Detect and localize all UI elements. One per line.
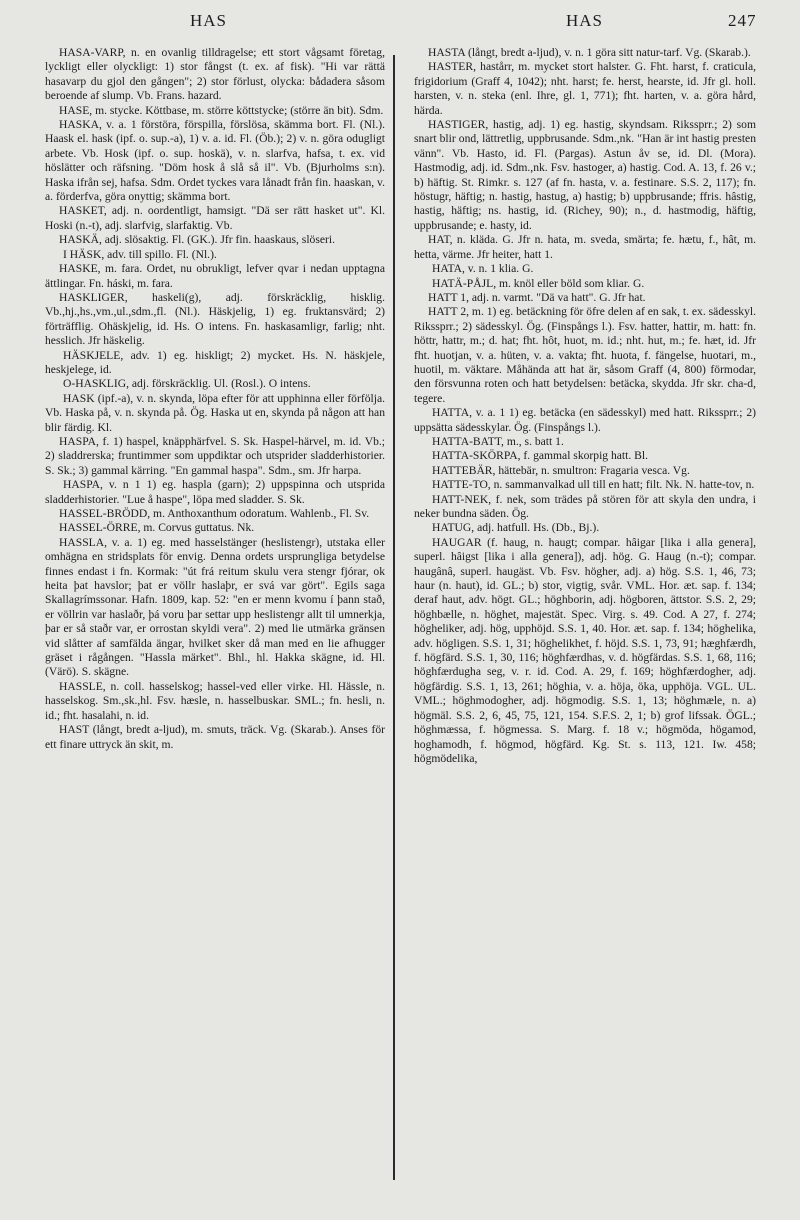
- entry-hatt-nek: HATT-NEK, f. nek, som trädes på stören för att skyla den undra, i neker bundna säden. Ög.: [414, 492, 756, 520]
- entry-hatta: HATTA, v. a. 1 1) eg. betäcka (en sädesskyl) med hatt. Rikssprr.; 2) uppsätta sädesskylar. Ög. (Finspångs l.).: [414, 406, 756, 434]
- left-guide-word: HAS: [190, 11, 228, 30]
- entry-i-hask: I HÄSK, adv. till spillo. Fl. (Nl.).: [63, 247, 217, 261]
- entry-hattebar: HATTEBÄR, hättebär, n. smultron: Fragaria vesca. Vg.: [432, 463, 690, 477]
- entry-haske: HASKE, m. fara. Ordet, nu obrukligt, lefver qvar i nedan upptagna ättlingar. Fn. háski, m. fara.: [45, 262, 385, 290]
- entry-hatta-skorpa: HATTA-SKÖRPA, f. gammal skorpig hatt. Bl.: [432, 449, 649, 463]
- entry-hat: HAT, n. kläda. G. Jfr n. hata, m. sveda, smärta; fe. hætu, f., hât, m. hetta, värme. Jfr heiter, hatt 1.: [414, 233, 756, 261]
- entry-haskliger: HASKLIGER, haskeli(g), adj. förskräcklig, hisklig. Vb.,hj.,hs.,vm.,ul.,sdm.,fl. (Nl.). Häskjelig, 1) eg. fruktansvärd; 2) förträfflig. Ohäskjelig, id. Hs. O intens. Fn. haskasamligr, farlig; nht. hesslich. Jfr häskelig.: [45, 290, 385, 348]
- entry-hastiger: HASTIGER, hastig, adj. 1) eg. hastig, skyndsam. Rikssprr.; 2) som snart blir ond, lättretlig, uppbrusande. Sdm.,nk. "Han är int hastig presten vänn". Vb. Hasto, id. Fl. (Pargas). Astun åv se, id. Dl. (Mora). Hastmodig, adj. id. Sdm.,nk. Fsv. hastoger, a) hastig. Cod. A. 13, f. 26 v.; b) häftig. St. Rimkr. s. 127 (af fn. hasta, v. a. festinare. S.S. 2, 117); fn. höstugr, häftig; n. hastig, hastug, a) hastig; b) uppbrusande; ffris. hâstig, hastig, häftig; ns. hastig, id. (Richey, 90); n., d. hastmodig, häftig, uppbrusande; e. hasty, id.: [414, 118, 756, 232]
- entry-hatt-2: HATT 2, m. 1) eg. betäckning för öfre delen af en sak, t. ex. sädesskyl. Rikssprr.; 2) sädesskyl. Ög. (Finspångs l.). Fsv. hatter, hattir, m. hatt: fn. höttr, hattr, m.; d. hat; fht. hôt, huot, m. id.; nht. hut, m.; fe. hæt, id. Jfr fht. huotjan, v. a. hüten, v. a. vakta; fht. huota, f. fängelse, huotari, m., huotil, m. väktare. Måhända att hat är, såsom Graff (4, 800) förmodar, den försvunna roten och hatt betydelsen: betäcka, skydda. Jfr skr. cha-d, tegere.: [414, 305, 756, 405]
- entry-haspa-v: HASPA, v. n 1 1) eg. haspla (garn); 2) uppspinna och utsprida sladderhistorier. "Lue å haspe", löpa med sladder. S. Sk.: [45, 478, 385, 506]
- column-divider: [393, 55, 395, 1180]
- page-number: 247: [728, 11, 757, 30]
- entry-hassel-brodd: HASSEL-BRÖDD, m. Anthoxanthum odoratum. Wahlenb., Fl. Sv.: [59, 507, 370, 520]
- entry-hasket: HASKET, adj. n. oordentligt, hamsigt. "Dä ser rätt hasket ut". Kl. Hoski (n.-t), adj. slarfvig, slarfaktig. Vb.: [45, 204, 385, 232]
- entry-haugar: HAUGAR (f. haug, n. haugt; compar. hâigar [lika i alla genera], superl. hâigst [lika i alla genera]), adj. hög. G. Haug (n.-t); compar. haugânâ, superl. haugäst. Vb. Fsv. högher, adj. a) hög. S.S. 1, 46, 73; haur (n. haut), id. GL.; b) stor, vigtig, svår. VML. Hor. æt. sap. f. 134; deraf haut, adv. högt. GL.; höghborin, adj. högboren, ättstor. S.S. 2, 29; höghbælle, n. höghet, majestät. Spec. Virg. s. 49. Cod. A 27, f. 274; högheliker, adj. hög, upphöjd. S.S. 1, 40. Hor. æt. sap. f. 134; höghelika, adv. högligen. S.S. 1, 31; höghelikhet, f. höjd. S.S. 1, 73, 91; hæghfærdh, f. högfärd. S.S. 1, 30, 116; höghfærdhas, v. d. högfärdas. S.S. 1, 68, 116; höghfærdugha seg, v. r. id. Cod. A. 29, f. 169; höghfærdogher, adj. högfärdig. S.S. 1, 13, 261; höghia, v. a. höja, öka, upphöja. VGL. UL. VML.; höghmodogher, adj. högmodig. S.S. 1, 13; höghmæle, n. a) högmäl. S.S. 2, 6, 45, 75, 121, 154. S.F.S. 2, 1; b) grof lifssak. ÖGL.; höghmæssa, f. högmessa. S. Marg. f. 18 v.; högmöda, högamod, hoghamodh, f. högmod, högfärd. Kg. St. s. 113, 121. Iw. 458; högmödelika,: [414, 535, 756, 765]
- right-guide-word: HAS: [566, 11, 604, 30]
- entry-hassle: HASSLE, n. coll. hasselskog; hassel-ved eller virke. Hl. Hässle, n. hasselskog. Sm.,sk.,hl. Fsv. hæsle, n. hasselbuskar. SML.; fn. hesli, n. id.; fht. hasalahi, n. id.: [45, 679, 385, 722]
- entry-haspa-f: HASPA, f. 1) haspel, knäpphärfvel. S. Sk. Haspel-härvel, m. id. Vb.; 2) sladdrerska; fruntimmer som uppdiktar och utsprider sladderhistorier. S. Sk.; 3) gammal kärring. "En gammal haspa". Sdm., sm. Jfr harpa.: [45, 434, 385, 477]
- running-header: [0, 5, 800, 35]
- entry-haska-adj: HASKÄ, adj. slösaktig. Fl. (GK.). Jfr fin. haaskaus, slöseri.: [59, 233, 335, 247]
- entry-haster: HASTER, hastårr, m. mycket stort halster. G. Fht. harst, f. craticula, frigidorium (Graff 4, 1042); nht. harst; fe. herst, hearste, id. Jfr gl. holl. harsten, v. n. steka (enl. Ihre, gl. 1, 771); fht. harten, v. a. göra hård, härda.: [414, 60, 756, 117]
- entry-hatt-1: HATT 1, adj. n. varmt. "Dä va hatt". G. Jfr hat.: [428, 290, 646, 304]
- entry-hatte-to: HATTE-TO, n. sammanvalkad ull till en hatt; filt. Nk. N. hatte-tov, n.: [432, 478, 755, 492]
- entry-haska: HASKA, v. a. 1 förstöra, förspilla, förslösa, skämma bort. Fl. (Nl.). Haask el. hask (ipf. o. sup.-a), 1) v. a. id. Fl. (Öb.); 2) v. n. göra odugligt arbete. Vb. Hosk (ipf. o. sup. hoskä), v. n. slarfva, hafsa, t. ex. vid höslätter och räfsning. "Döm hosk å slå så il". Vb. (Bjurholms s:n). Haska ifrån sej, hafsa. Sdm. Ordet tyckes vara lånadt från fin. haaskan, v. a. förderfva, göra onyttig; skämma bort.: [45, 118, 385, 204]
- entry-hast: HAST (långt, bredt a-ljud), m. smuts, träck. Vg. (Skarab.). Anses för ett finare uttryck än skit, m.: [45, 723, 385, 751]
- entry-hasta: HASTA (långt, bredt a-ljud), v. n. 1 göra sitt natur-tarf. Vg. (Skarab.).: [428, 46, 751, 59]
- entry-hasa-varp: HASA-VARP, n. en ovanlig tilldragelse; ett stort vågsamt företag, lyckligt eller olyckligt: 1) stor fångst (t. ex. af fisk). "Hi var rättä hasavarp du gjol den gången"; 2) stor förlust, olycka: bådadera såsom beroende af slump. Vb. Frans. hazard.: [45, 46, 385, 103]
- entry-hatta-batt: HATTA-BATT, m., s. batt 1.: [432, 434, 564, 448]
- entry-o-hasklig: O-HASKLIG, adj. förskräcklig. Ul. (Rosl.). O intens.: [63, 377, 311, 391]
- entry-hase: HASE, m. stycke. Köttbase, m. större köttstycke; (större än bit). Sdm.: [59, 103, 384, 117]
- entry-hatug: HATUG, adj. hatfull. Hs. (Db., Bj.).: [432, 521, 600, 535]
- left-column: [45, 46, 385, 752]
- entry-hata: HATA, v. n. 1 klia. G.: [432, 262, 534, 276]
- right-column: [414, 46, 756, 766]
- entry-hassel-orre: HASSEL-ÖRRE, m. Corvus guttatus. Nk.: [59, 521, 255, 535]
- entry-hassla: HASSLA, v. a. 1) eg. med hasselstänger (heslistengr), utstaka eller omhägna en stridsplats för envig. Denna ordets ursprungliga betydelse finnes endast i fn. Kormak: "út frá reitum skulu vera stengr fjórar, ok heita þat havslor; þat er völlr haslaþr, er svá var gört". Egils saga Skallagrímssonar. Hafn. 1809, kap. 52: "en er menn kvomu í þann stað, er völlrin var haslaðr, þá voru þar settar upp heslistengr allt til umnerkja, þar er så staðr var, er orrostan skyldi vera". 2) med lie utmärka gränsen vid slåtter af samfälda ängar, hvilket sker då man med en lie afhugger gräset i rågången. "Hassla märket". Bhl., hl. Hakka skägne, id. Hl. (Värö). S. skägne.: [45, 535, 385, 679]
- entry-hata-pajl: HATÄ-PÅJL, m. knöl eller böld som kliar. G.: [432, 276, 645, 290]
- entry-haskjele: HÄSKJELE, adv. 1) eg. hiskligt; 2) mycket. Hs. N. häskjele, heskjelege, id.: [45, 348, 385, 376]
- entry-hask: HASK (ipf.-a), v. n. skynda, löpa efter för att upphinna eller förfölja. Vb. Haska på, v. n. skynda på. Ög. Haska ut en, skynda på någon att han blir färdig. Kl.: [45, 391, 385, 434]
